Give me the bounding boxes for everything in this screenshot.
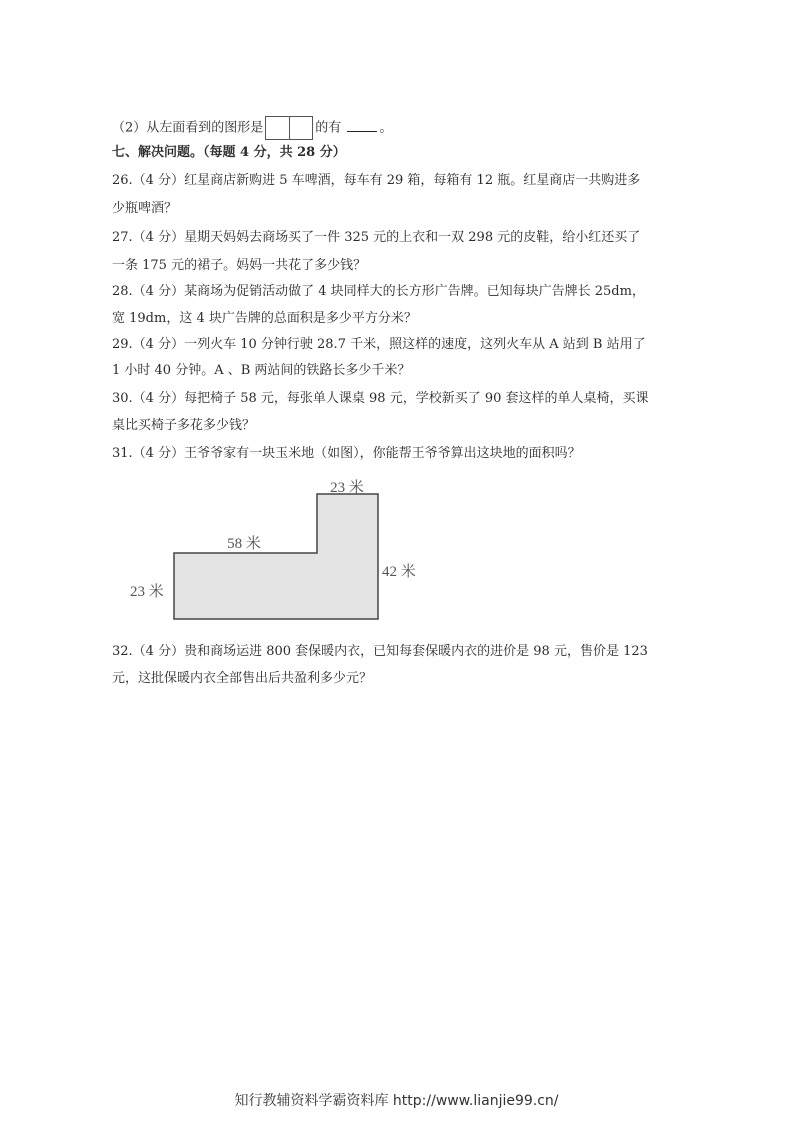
cornfield-figure bbox=[120, 476, 440, 626]
q2-text-end: 。 bbox=[379, 120, 393, 136]
problem-30-line-1: 30.（4 分）每把椅子 58 元，每张单人课桌 98 元，学校新买了 90 套这样的单人桌椅，买课 bbox=[112, 391, 649, 406]
problem-27-line-2: 一条 175 元的裙子。妈妈一共花了多少钱？ bbox=[112, 258, 367, 273]
label-right: 42 米 bbox=[382, 564, 416, 580]
problem-32-line-2: 元，这批保暖内衣全部售出后共盈利多少元？ bbox=[112, 671, 373, 686]
problem-27-line-1: 27.（4 分）星期天妈妈去商场买了一件 325 元的上衣和一双 298 元的皮鞋，给小红还买了 bbox=[112, 230, 641, 245]
answer-blank bbox=[347, 119, 377, 132]
problem-30-line-2: 桌比买椅子多花多少钱？ bbox=[112, 418, 256, 433]
problem-29-line-1: 29.（4 分）一列火车 10 分钟行驶 28.7 千米，照这样的速度，这列火车从 A 站到 B 站用了 bbox=[112, 337, 646, 352]
q2-text-before: （2）从左面看到的图形是 bbox=[112, 120, 264, 136]
problem-26-line-1: 26.（4 分）红星商店新购进 5 车啤酒，每车有 29 箱，每箱有 12 瓶。红星商店一共购进多 bbox=[112, 173, 641, 188]
two-square-figure bbox=[265, 116, 313, 140]
problem-29-line-2: 1 小时 40 分钟。A 、B 两站间的铁路长多少千米？ bbox=[112, 363, 411, 378]
problem-26-line-2: 少瓶啤酒？ bbox=[112, 201, 178, 216]
l-shaped-field bbox=[174, 494, 378, 619]
question-2 bbox=[112, 116, 392, 140]
problem-31: 31.（4 分）王爷爷家有一块玉米地（如图），你能帮王爷爷算出这块地的面积吗？ bbox=[112, 446, 581, 461]
problem-28-line-2: 宽 19dm，这 4 块广告牌的总面积是多少平方分米？ bbox=[112, 311, 417, 326]
q2-text-after: 的有 bbox=[315, 120, 342, 136]
label-middle: 58 米 bbox=[227, 536, 261, 552]
problem-28-line-1: 28.（4 分）某商场为促销活动做了 4 块同样大的长方形广告牌。已知每块广告牌长 25dm， bbox=[112, 284, 645, 299]
page-footer: 知行教辅资料学霸资料库 http://www.lianjie99.cn/ bbox=[234, 1093, 559, 1109]
section-title: 七、解决问题。（每题 4 分，共 28 分） bbox=[112, 145, 346, 160]
problem-32-line-1: 32.（4 分）贵和商场运进 800 套保暖内衣，已知每套保暖内衣的进价是 98 元，售价是 123 bbox=[112, 644, 648, 659]
label-left: 23 米 bbox=[130, 584, 164, 600]
label-top: 23 米 bbox=[330, 480, 364, 496]
